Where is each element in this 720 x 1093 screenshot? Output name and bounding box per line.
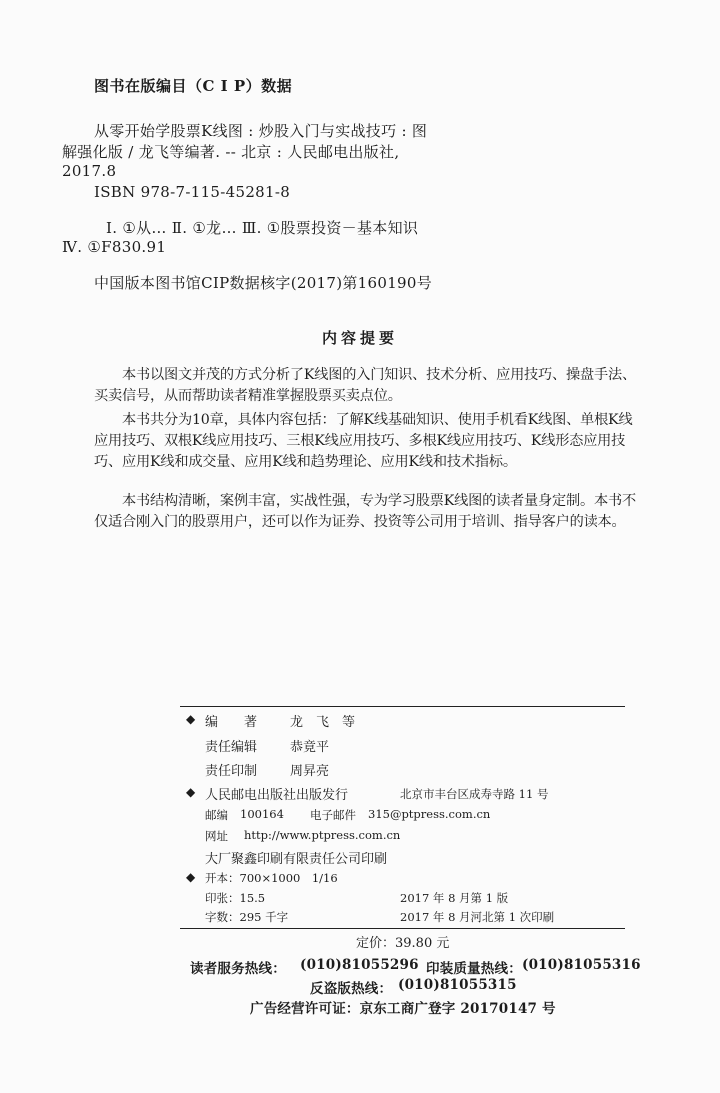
publisher-name: 人民邮电出版社出版发行 bbox=[205, 788, 349, 803]
postcode-value: 100164 bbox=[240, 807, 284, 821]
summary-paragraph-1: 本书以图文并茂的方式分析了K线图的入门知识、技术分析、应用技巧、操盘手法、买卖信号，从而帮助读者精准掌握股票买卖点位。 bbox=[94, 367, 636, 404]
summary-paragraph-2: 本书共分为10章，具体内容包括：了解K线基础知识、使用手机看K线图、单根K线应用技巧、双根K线应用技巧、三根K线应用技巧、多根K线应用技巧、K线形态应用技巧、应用K线和成交量、应用K线和趋势理论、应用K线和技术指标。 bbox=[94, 412, 633, 470]
book-format: 开本：700×1000 1/16 bbox=[205, 871, 338, 885]
word-count: 字数：295 千字 bbox=[205, 910, 289, 924]
summary-paragraph-3: 本书结构清晰，案例丰富，实战性强，专为学习股票K线图的读者量身定制。本书不仅适合刚入门的股票用户，还可以作为证券、投资等公司用于培训、指导客户的读本。 bbox=[94, 493, 636, 530]
email-value: 315@ptpress.com.cn bbox=[368, 807, 491, 821]
reader-service-label: 读者服务热线： bbox=[190, 961, 286, 977]
website-url: http://www.ptpress.com.cn bbox=[244, 828, 401, 842]
author-name: 龙 飞 等 bbox=[290, 715, 356, 730]
credits-bottom-rule bbox=[180, 928, 625, 929]
reader-service-number: (010)81055296 bbox=[300, 957, 419, 973]
editor-name: 恭竟平 bbox=[290, 740, 330, 755]
print-supervisor-label: 责任印制 bbox=[205, 764, 258, 779]
quality-hotline-number: (010)81055316 bbox=[522, 957, 641, 973]
printing-date: 2017 年 8 月河北第 1 次印刷 bbox=[400, 910, 555, 924]
cip-line-1: 从零开始学股票K线图 : 炒股入门与实战技巧 : 图 bbox=[94, 122, 428, 140]
cip-title: 图书在版编目（C I P）数据 bbox=[94, 77, 293, 95]
website-label: 网址 bbox=[205, 829, 228, 843]
diamond-icon: ◆ bbox=[186, 785, 196, 799]
book-price: 定价：39.80 元 bbox=[356, 936, 450, 951]
cip-isbn: ISBN 978-7-115-45281-8 bbox=[94, 183, 291, 201]
credits-top-rule bbox=[180, 706, 625, 707]
cip-classification-1: Ⅰ. ①从… Ⅱ. ①龙… Ⅲ. ①股票投资－基本知识 bbox=[106, 219, 419, 237]
summary-title: 内容提要 bbox=[321, 329, 398, 347]
anti-piracy-label: 反盗版热线： bbox=[310, 981, 393, 997]
anti-piracy-number: (010)81055315 bbox=[398, 977, 517, 993]
cip-line-2: 解强化版 / 龙飞等编著. -- 北京 : 人民邮电出版社, bbox=[62, 143, 400, 161]
cip-classification-2: Ⅳ. ①F830.91 bbox=[62, 238, 167, 256]
diamond-icon: ◆ bbox=[186, 870, 196, 884]
postcode-label: 邮编 bbox=[205, 808, 228, 822]
author-label: 编 著 bbox=[205, 715, 258, 730]
printer-name: 大厂聚鑫印刷有限责任公司印刷 bbox=[205, 852, 388, 867]
publisher-address: 北京市丰台区成寿寺路 11 号 bbox=[400, 787, 549, 801]
email-label: 电子邮件 bbox=[310, 808, 356, 822]
diamond-icon: ◆ bbox=[186, 712, 196, 726]
ad-license: 广告经营许可证：京东工商广登字 20170147 号 bbox=[250, 1001, 556, 1017]
quality-hotline-label: 印装质量热线： bbox=[426, 961, 522, 977]
print-supervisor-name: 周昇亮 bbox=[290, 764, 330, 779]
cip-line-3: 2017.8 bbox=[62, 162, 117, 180]
edition-date: 2017 年 8 月第 1 版 bbox=[400, 891, 509, 905]
printed-sheets: 印张：15.5 bbox=[205, 891, 266, 905]
cip-record-number: 中国版本图书馆CIP数据核字(2017)第160190号 bbox=[94, 274, 433, 292]
editor-label: 责任编辑 bbox=[205, 740, 258, 755]
